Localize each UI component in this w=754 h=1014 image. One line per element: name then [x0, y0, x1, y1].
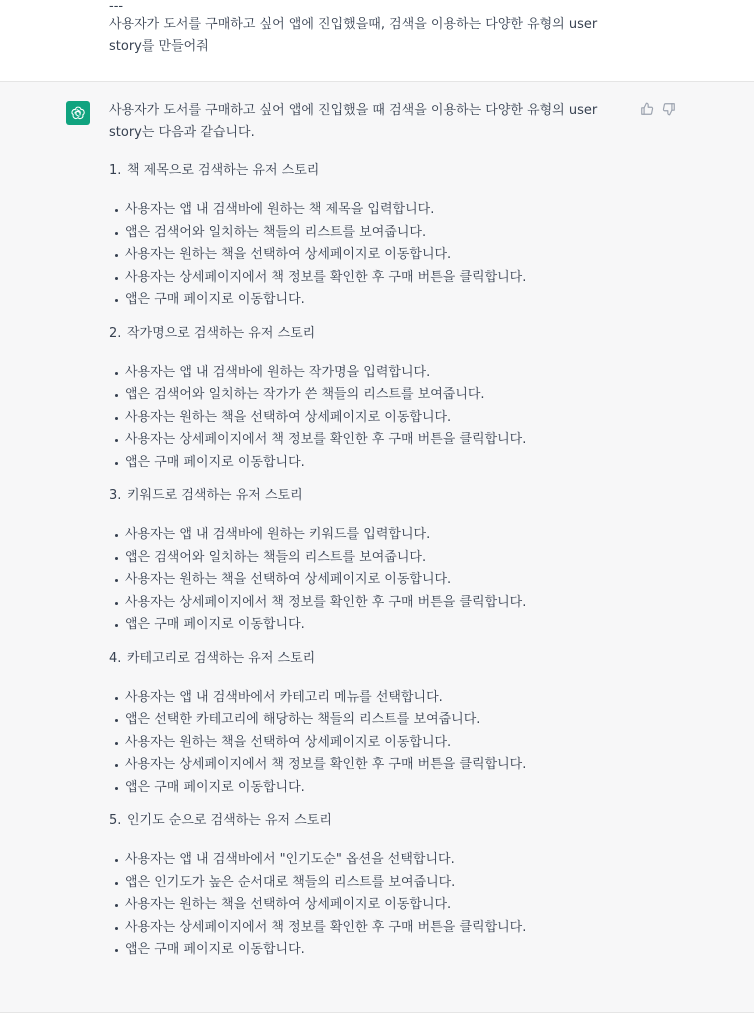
bullet-list	[109, 849, 629, 962]
section-number: 3.	[109, 488, 122, 503]
section-2	[109, 323, 629, 475]
user-message	[0, 0, 754, 82]
list-item: 사용자는 상세페이지에서 책 정보를 확인한 후 구매 버튼을 클릭합니다.	[109, 592, 629, 615]
list-item: 앱은 검색어와 일치하는 책들의 리스트를 보여줍니다.	[109, 547, 629, 570]
section-number: 4.	[109, 650, 122, 666]
list-item: 앱은 선택한 카테고리에 해당하는 책들의 리스트를 보여줍니다.	[109, 709, 629, 732]
list-item: 사용자는 상세페이지에서 책 정보를 확인한 후 구매 버튼을 클릭합니다.	[109, 917, 629, 940]
assistant-message	[0, 82, 754, 1013]
section-title	[109, 160, 629, 182]
user-message-line: story를 만들어줘	[109, 39, 209, 54]
list-item: 사용자는 상세페이지에서 책 정보를 확인한 후 구매 버튼을 클릭합니다.	[109, 429, 629, 452]
list-item: 사용자는 원하는 책을 선택하여 상세페이지로 이동합니다.	[109, 732, 629, 755]
section-title	[109, 810, 629, 832]
section-title-text: 카테고리로 검색하는 유저 스토리	[127, 650, 316, 666]
list-item: 앱은 구매 페이지로 이동합니다.	[109, 777, 629, 800]
user-message-text	[109, 0, 629, 58]
section-title	[109, 485, 629, 507]
bullet-list	[109, 687, 629, 800]
section-5	[109, 810, 629, 962]
assistant-message-content	[109, 100, 629, 973]
list-item: 앱은 구매 페이지로 이동합니다.	[109, 452, 629, 475]
list-item: 사용자는 원하는 책을 선택하여 상세페이지로 이동합니다.	[109, 244, 629, 267]
list-item: 사용자는 앱 내 검색바에서 카테고리 메뉴를 선택합니다.	[109, 687, 629, 710]
list-item: 사용자는 원하는 책을 선택하여 상세페이지로 이동합니다.	[109, 894, 629, 917]
section-4	[109, 648, 629, 800]
user-message-line: ---	[109, 0, 124, 14]
list-item: 사용자는 앱 내 검색바에서 "인기도순" 옵션을 선택합니다.	[109, 849, 629, 872]
list-item: 사용자는 상세페이지에서 책 정보를 확인한 후 구매 버튼을 클릭합니다.	[109, 754, 629, 777]
list-item: 사용자는 원하는 책을 선택하여 상세페이지로 이동합니다.	[109, 569, 629, 592]
section-title	[109, 648, 629, 670]
section-3	[109, 485, 629, 637]
list-item: 사용자는 앱 내 검색바에 원하는 책 제목을 입력합니다.	[109, 199, 629, 222]
list-item: 앱은 구매 페이지로 이동합니다.	[109, 289, 629, 312]
section-title	[109, 323, 629, 345]
list-item: 사용자는 원하는 책을 선택하여 상세페이지로 이동합니다.	[109, 407, 629, 430]
intro-line: story는 다음과 같습니다.	[109, 125, 255, 140]
list-item: 앱은 검색어와 일치하는 작가가 쓴 책들의 리스트를 보여줍니다.	[109, 384, 629, 407]
section-number: 1.	[109, 163, 122, 178]
bullet-list	[109, 362, 629, 475]
section-number: 2.	[109, 325, 122, 341]
user-message-line: 사용자가 도서를 구매하고 싶어 앱에 진입했을때, 검색을 이용하는 다양한 유형의 user	[109, 17, 598, 32]
section-title-text: 인기도 순으로 검색하는 유저 스토리	[127, 813, 332, 828]
intro-text	[109, 100, 629, 144]
section-title-text: 키워드로 검색하는 유저 스토리	[127, 488, 303, 503]
intro-line: 사용자가 도서를 구매하고 싶어 앱에 진입했을 때 검색을 이용하는 다양한 유형의 user	[109, 103, 598, 118]
list-item: 사용자는 앱 내 검색바에 원하는 키워드를 입력합니다.	[109, 524, 629, 547]
thumbs-up-icon[interactable]	[640, 102, 656, 118]
section-title-text: 작가명으로 검색하는 유저 스토리	[127, 325, 316, 341]
section-title-text: 책 제목으로 검색하는 유저 스토리	[127, 163, 320, 178]
list-item: 앱은 검색어와 일치하는 책들의 리스트를 보여줍니다.	[109, 222, 629, 245]
bullet-list	[109, 524, 629, 637]
message-actions	[640, 102, 678, 118]
section-1	[109, 160, 629, 312]
list-item: 앱은 구매 페이지로 이동합니다.	[109, 614, 629, 637]
bullet-list	[109, 199, 629, 312]
list-item: 사용자는 상세페이지에서 책 정보를 확인한 후 구매 버튼을 클릭합니다.	[109, 267, 629, 290]
list-item: 사용자는 앱 내 검색바에 원하는 작가명을 입력합니다.	[109, 362, 629, 385]
thumbs-down-icon[interactable]	[662, 102, 678, 118]
openai-logo-icon	[66, 101, 90, 125]
list-item: 앱은 구매 페이지로 이동합니다.	[109, 939, 629, 962]
section-number: 5.	[109, 813, 122, 828]
list-item: 앱은 인기도가 높은 순서대로 책들의 리스트를 보여줍니다.	[109, 872, 629, 895]
